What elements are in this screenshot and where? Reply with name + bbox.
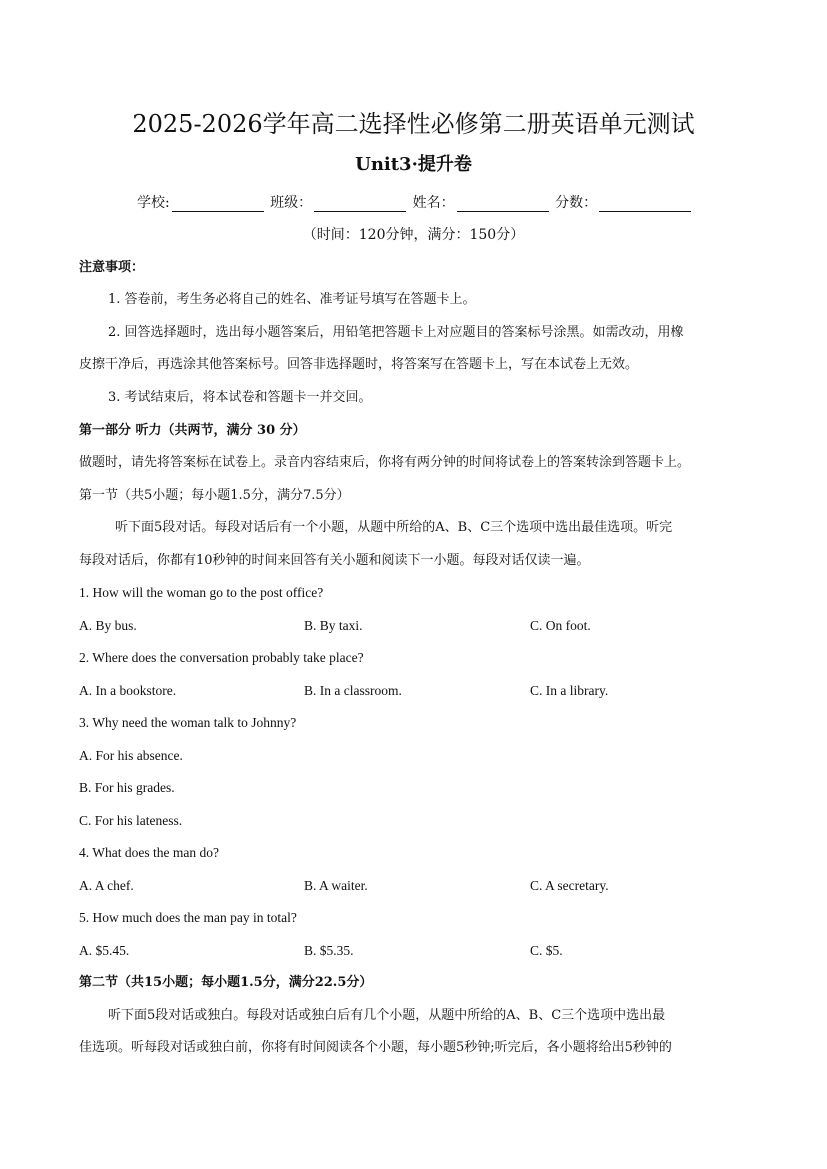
notice-item-2: 2. 回答选择题时，选出每小题答案后，用铅笔把答题卡上对应题目的答案标号涂黑。如需改动，用橡 (108, 325, 684, 340)
q2-option-a[interactable]: A. In a bookstore. (79, 683, 177, 698)
question-5: 5. How much does the man pay in total? (79, 910, 297, 925)
q2-option-b[interactable]: B. In a classroom. (304, 683, 402, 698)
q5-option-b[interactable]: B. $5.35. (304, 943, 354, 958)
time-info: （时间：120分钟，满分：150分） (302, 227, 525, 243)
question-1: 1. How will the woman go to the post office? (79, 585, 324, 600)
q4-option-b[interactable]: B. A waiter. (304, 878, 368, 893)
q3-option-c[interactable]: C. For his lateness. (79, 813, 183, 828)
section1-intro-cont: 每段对话后，你都有10秒钟的时间来回答有关小题和阅读下一小题。每段对话仅读一遍。 (79, 553, 590, 568)
page-subtitle: Unit3·提升卷 (355, 154, 472, 175)
q4-option-c[interactable]: C. A secretary. (530, 878, 609, 893)
q5-option-c[interactable]: C. $5. (530, 943, 563, 958)
section2-intro-cont: 佳选项。听每段对话或独白前，你将有时间阅读各个小题，每小题5秒钟;听完后，各小题将给出5秒钟的 (79, 1040, 672, 1055)
q1-option-c[interactable]: C. On foot. (530, 618, 591, 633)
q1-option-a[interactable]: A. By bus. (79, 618, 137, 633)
part1-instruction: 做题时，请先将答案标在试卷上。录音内容结束后，你将有两分钟的时间将试卷上的答案转涂到答题卡上。 (79, 455, 691, 470)
q1-option-b[interactable]: B. By taxi. (304, 618, 363, 633)
q4-option-a[interactable]: A. A chef. (79, 878, 134, 893)
name-label: 姓名： (412, 195, 455, 211)
name-blank[interactable] (457, 197, 549, 212)
class-label: 班级： (270, 195, 313, 211)
page-title: 2025-2026学年高二选择性必修第二册英语单元测试 (132, 110, 695, 138)
section1-heading: 第一节（共5小题；每小题1.5分，满分7.5分） (79, 488, 350, 503)
notice-heading: 注意事项： (79, 260, 145, 275)
question-3: 3. Why need the woman talk to Johnny? (79, 715, 297, 730)
section1-intro: 听下面5段对话。每段对话后有一个小题，从题中所给的A、B、C三个选项中选出最佳选项。听完 (115, 520, 673, 535)
part1-heading: 第一部分 听力（共两节，满分 30 分） (79, 423, 306, 438)
school-label: 学校: (137, 195, 170, 211)
q2-option-c[interactable]: C. In a library. (530, 683, 609, 698)
notice-item-1: 1. 答卷前，考生务必将自己的姓名、准考证号填写在答题卡上。 (108, 292, 476, 307)
question-4: 4. What does the man do? (79, 845, 219, 860)
school-blank[interactable] (172, 197, 264, 212)
q3-option-b[interactable]: B. For his grades. (79, 780, 175, 795)
class-blank[interactable] (314, 197, 406, 212)
q5-option-a[interactable]: A. $5.45. (79, 943, 130, 958)
score-label: 分数： (555, 195, 598, 211)
section2-heading: 第二节（共15小题；每小题1.5分，满分22.5分） (79, 975, 373, 990)
section2-intro: 听下面5段对话或独白。每段对话或独白后有几个小题，从题中所给的A、B、C三个选项中选出最 (108, 1008, 666, 1023)
score-blank[interactable] (599, 197, 691, 212)
notice-item-3: 3. 考试结束后，将本试卷和答题卡一并交回。 (108, 390, 372, 405)
q3-option-a[interactable]: A. For his absence. (79, 748, 183, 763)
student-info-row (137, 194, 693, 212)
notice-item-2-cont: 皮擦干净后，再选涂其他答案标号。回答非选择题时，将答案写在答题卡上，写在本试卷上无效。 (79, 357, 639, 372)
question-2: 2. Where does the conversation probably take place? (79, 650, 364, 665)
